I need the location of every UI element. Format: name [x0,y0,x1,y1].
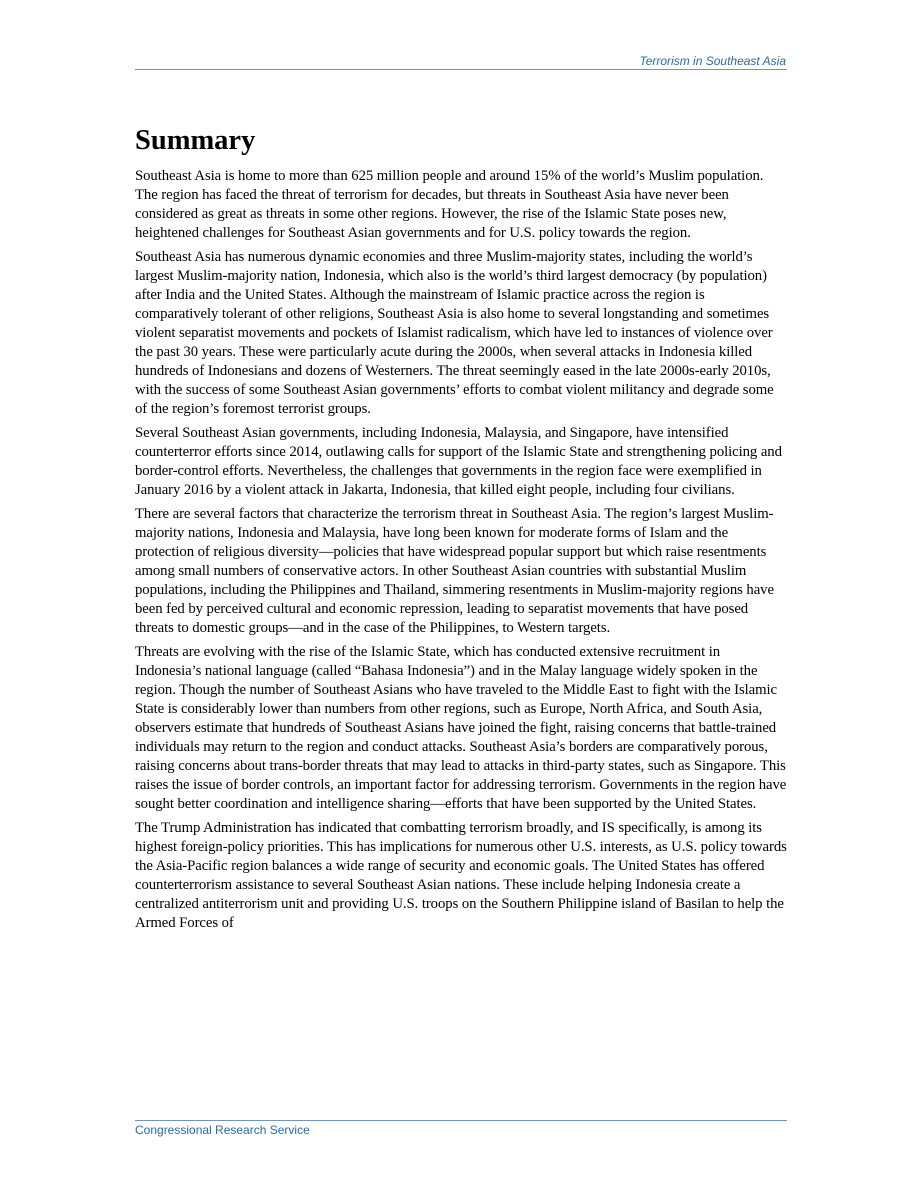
header-divider [135,69,787,70]
paragraph: Southeast Asia is home to more than 625 million people and around 15% of the world’s Muslim population. The region has faced the threat of terrorism for decades, but threats in Southeast Asia have never been considered as great as threats in some other regions. However, the rise of the Islamic State poses new, heightened challenges for Southeast Asian governments and for U.S. policy towards the region. [135,168,764,241]
running-header-title: Terrorism in Southeast Asia [639,54,786,68]
footer-publisher: Congressional Research Service [135,1123,310,1137]
summary-body [135,167,787,938]
paragraph: There are several factors that characterize the terrorism threat in Southeast Asia. The region’s largest Muslim-majority nations, Indonesia and Malaysia, have long been known for moderate forms of Islam and the protection of religious diversity—policies that have widespread popular support but which raise resentments among small numbers of conservative actors. In other Southeast Asian countries with substantial Muslim populations, including the Philippines and Thailand, simmering resentments in Muslim-majority regions have been fed by perceived cultural and economic repression, leading to separatist movements that have posed threats to domestic groups—and in the case of the Philippines, to Western targets. [135,506,774,636]
paragraph: The Trump Administration has indicated that combatting terrorism broadly, and IS specifically, is among its highest foreign-policy priorities. This has implications for numerous other U.S. interests, as U.S. policy towards the Asia-Pacific region balances a wide range of security and economic goals. The United States has offered counterterrorism assistance to several Southeast Asian nations. These include helping Indonesia create a centralized antiterrorism unit and providing U.S. troops on the Southern Philippine island of Basilan to help the Armed Forces of [135,819,787,931]
footer-divider [135,1120,787,1121]
paragraph: Several Southeast Asian governments, including Indonesia, Malaysia, and Singapore, have intensified counterterror efforts since 2014, outlawing calls for support of the Islamic State and strengthening policing and border-control efforts. Nevertheless, the challenges that governments in the region face were exemplified in January 2016 by a violent attack in Jakarta, Indonesia, that killed eight people, including four civilians. [135,424,782,498]
paragraph: Threats are evolving with the rise of the Islamic State, which has conducted extensive recruitment in Indonesia’s national language (called “Bahasa Indonesia”) and in the Malay language widely spoken in the region. Though the number of Southeast Asians who have traveled to the Middle East to fight with the Islamic State is considerably lower than numbers from other regions, such as Europe, North Africa, and South Asia, observers estimate that hundreds of Southeast Asians have joined the fight, raising concerns that battle-trained individuals may return to the region and conduct attacks. Southeast Asia’s borders are comparatively porous, raising concerns about trans-border threats that may lead to attacks in third-party states, such as Singapore. This raises the issue of border controls, an important factor for addressing terrorism. Governments in the region have sought better coordination and intelligence sharing—efforts that have been supported by the United States. [135,644,787,812]
paragraph: Southeast Asia has numerous dynamic economies and three Muslim-majority states, including the world’s largest Muslim-majority nation, Indonesia, which also is the world’s third largest democracy (by population) after India and the United States. Although the mainstream of Islamic practice across the region is comparatively tolerant of other religions, Southeast Asia is also home to several longstanding and sometimes violent separatist movements and pockets of Islamist radicalism, which have led to instances of violence over the past 30 years. These were particularly acute during the 2000s, when several attacks in Indonesia killed hundreds of Indonesians and dozens of Westerners. The threat seemingly eased in the late 2000s-early 2010s, with the success of some Southeast Asian governments’ efforts to combat violent militancy and degrade some of the region’s foremost terrorist groups. [135,249,774,417]
section-title: Summary [135,125,256,156]
